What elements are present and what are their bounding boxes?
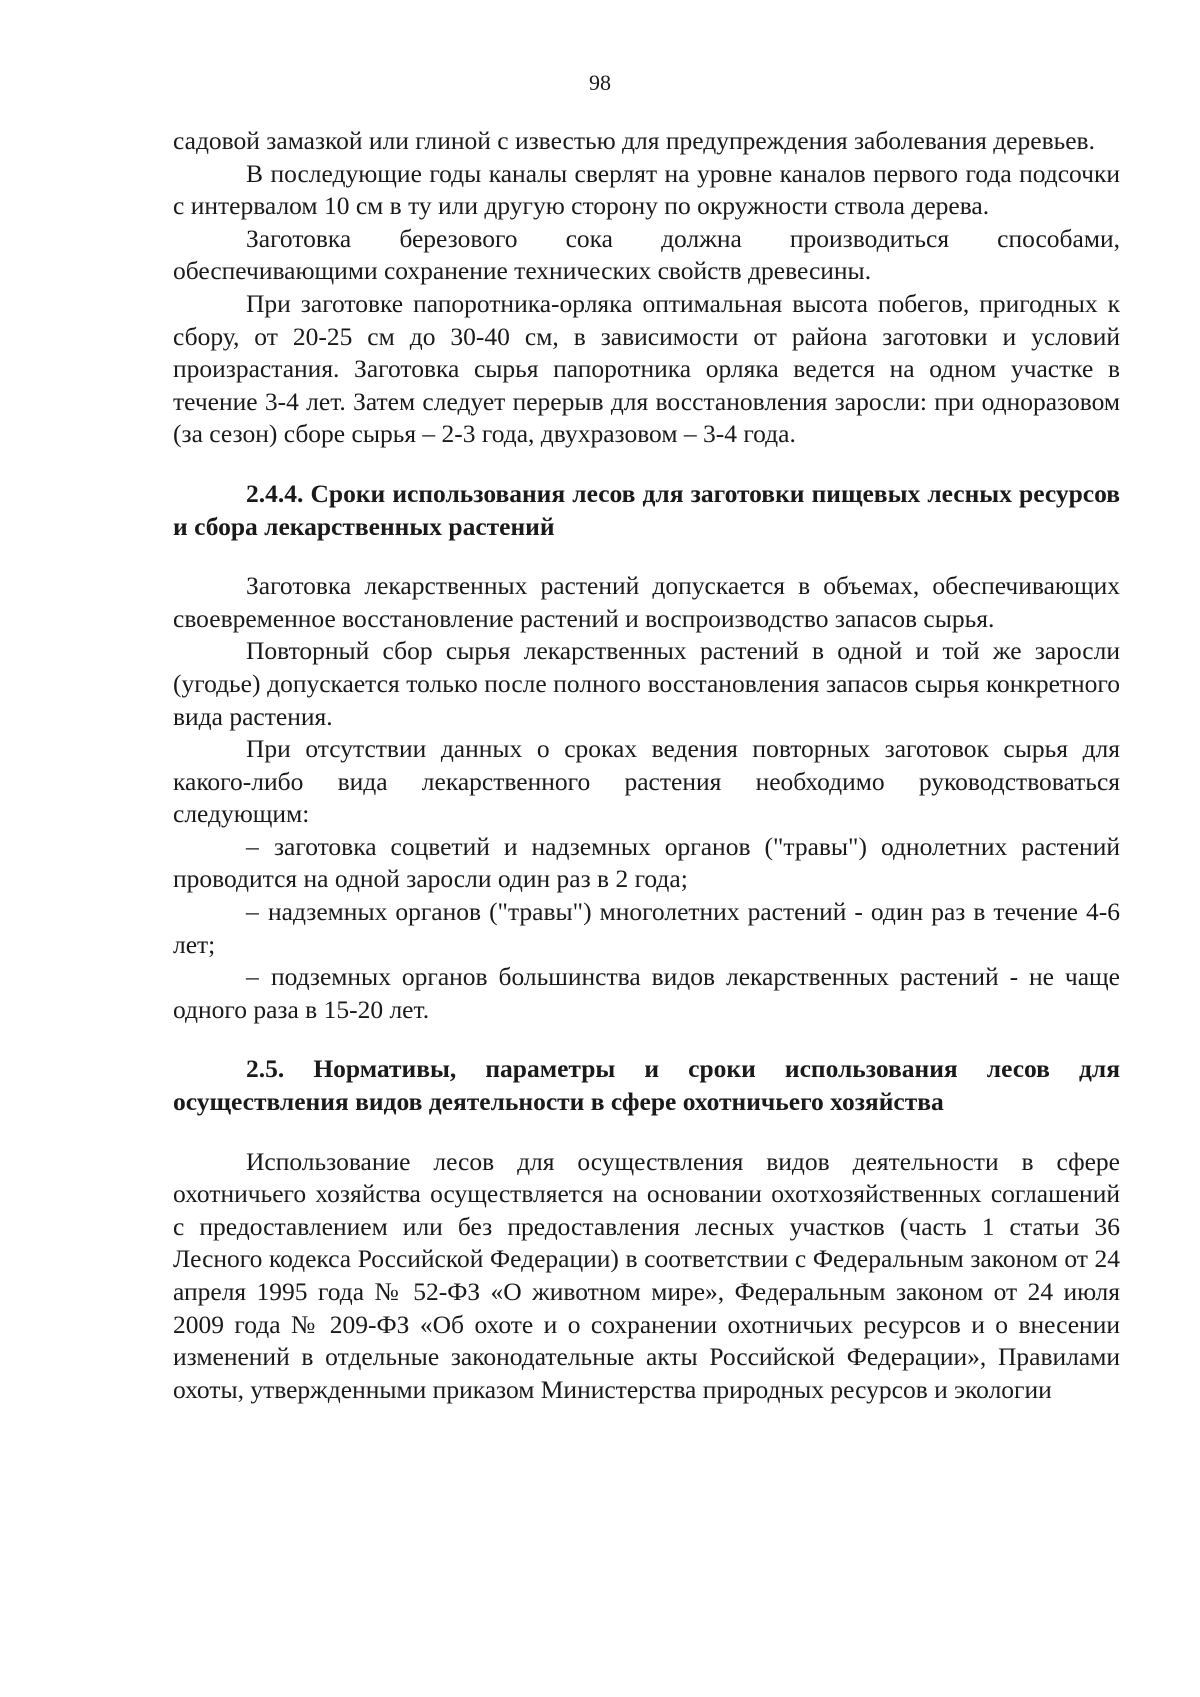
list-item-text: подземных органов большинства видов лекарственных растений - не чаще одного раза в 15-20 лет. — [173, 962, 1120, 1024]
paragraph-hunting-forest-use: Использование лесов для осуществления видов деятельности в сфере охотничьего хозяйства осуществляется на основании охотхозяйственных соглашений с предоставлением или без предоставления лесных участков (часть 1 статьи 36 Лесного кодекса Российской Федерации) в соответствии с Федеральным законом от 24 апреля 1995 года № 52-ФЗ «О животном мире», Федеральным законом от 24 июля 2009 года № 209-ФЗ «Об охоте и о сохранении охотничьих ресурсов и о внесении изменений в отдельные законодательные акты Российской Федерации», Правилами охоты, утвержденными приказом Министерства природных ресурсов и экологии — [173, 1146, 1120, 1404]
paragraph-continuation: садовой замазкой или глиной с известью для предупреждения заболевания деревьев. — [173, 126, 1095, 155]
list-item-text: надземных органов ("травы") многолетних растений - один раз в течение 4-6 лет; — [173, 897, 1120, 959]
paragraph-drilling-channels: В последующие годы каналы сверлят на уровне каналов первого года подсочки с интервалом 10 см в ту или другую сторону по окружности ствола дерева. — [173, 158, 1120, 221]
list-item-underground-organs — [173, 961, 1120, 1026]
page-number: 98 — [589, 70, 611, 95]
paragraph-no-data-guidance: При отсутствии данных о сроках ведения повторных заготовок сырья для какого-либо вида лекарственного растения необходимо руководствоваться следующим: — [173, 734, 1120, 829]
dash-marker: – — [246, 962, 259, 992]
dash-marker: – — [246, 897, 259, 927]
list-item-text: заготовка соцветий и надземных органов ("травы") однолетних растений проводится на одной заросли один раз в 2 года; — [173, 831, 1120, 894]
paragraph-repeat-collection: Повторный сбор сырья лекарственных растений в одной и той же заросли (угодье) допускается только после полного восстановления запасов сырья конкретного вида растения. — [173, 636, 1120, 731]
section-heading-2-5: 2.5. Нормативы, параметры и сроки использования лесов для осуществления видов деятельности в сфере охотничьего хозяйства — [173, 1054, 1120, 1117]
paragraph-medicinal-volumes: Заготовка лекарственных растений допускается в объемах, обеспечивающих своевременное восстановление растений и воспроизводство запасов сырья. — [173, 571, 1120, 633]
list-item-perennial-plants — [173, 896, 1120, 961]
document-body — [173, 125, 1120, 1406]
list-item-annual-plants — [173, 831, 1120, 896]
paragraph-bracken-fern: При заготовке папоротника-орляка оптимальная высота побегов, пригодных к сбору, от 20-25 см до 30-40 см, в зависимости от района заготовки и условий произрастания. Заготовка сырья папоротника орляка ведется на одном участке в течение 3-4 лет. Затем следует перерыв для восстановления заросли: при одноразовом (за сезон) сборе сырья – 2-3 года, двухразовом – 3-4 года. — [173, 288, 1120, 449]
dash-marker: – — [246, 831, 259, 861]
section-heading-2-4-4: 2.4.4. Сроки использования лесов для заготовки пищевых лесных ресурсов и сбора лекарственных растений — [173, 478, 1120, 541]
paragraph-birch-sap: Заготовка березового сока должна производиться способами, обеспечивающими сохранение технических свойств древесины. — [173, 223, 1120, 286]
